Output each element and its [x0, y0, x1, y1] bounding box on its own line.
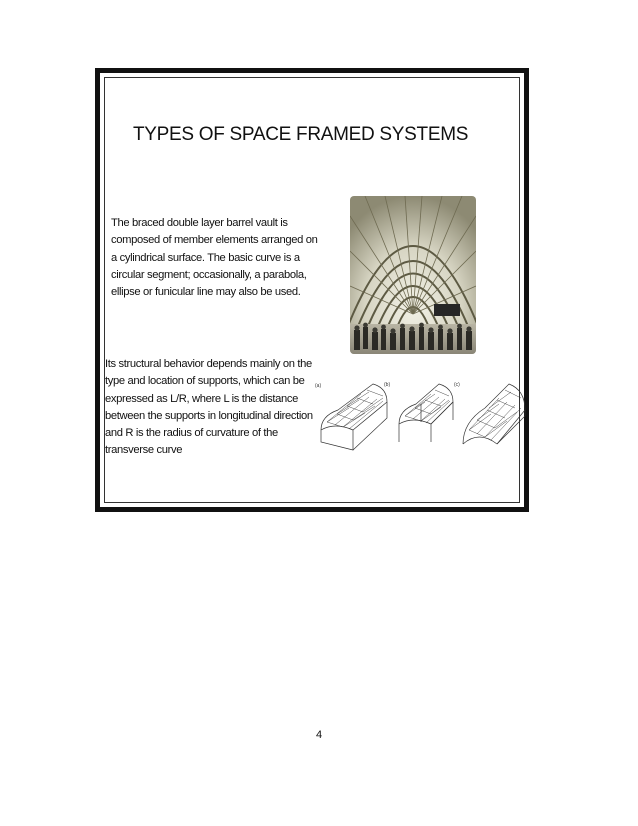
figure-label-c: (c) [454, 382, 460, 388]
paragraph-line: composed of member elements arranged on [111, 234, 318, 247]
paragraph-line: Its structural behavior depends mainly on the [105, 358, 312, 370]
paragraph-line: type and location of supports, which can be [105, 375, 305, 388]
vault-diagram-a [321, 384, 387, 450]
paragraph-structural-behavior [105, 356, 313, 460]
page-number: 4 [315, 729, 323, 741]
figure-label-a: (a) [315, 383, 322, 389]
paragraph-line: expressed as L/R, where L is the distance [105, 392, 298, 405]
vault-diagram-c [463, 384, 525, 444]
paragraph-line: a cylindrical surface. The basic curve is a [111, 251, 300, 264]
vault-diagram-b [399, 384, 453, 442]
slide-title: TYPES OF SPACE FRAMED SYSTEMS [133, 124, 469, 145]
paragraph-barrel-vault [111, 215, 318, 301]
figure-label-b: (b) [384, 382, 391, 388]
paragraph-line: between the supports in longitudinal direction [105, 409, 313, 422]
paragraph-line: circular segment; occasionally, a parabola, [111, 268, 307, 281]
barrel-vault-photo [350, 196, 476, 354]
paragraph-line: The braced double layer barrel vault is [111, 217, 288, 229]
paragraph-line: transverse curve [105, 444, 183, 457]
paragraph-line: ellipse or funicular line may also be used. [111, 286, 301, 299]
barrel-vault-diagrams [313, 378, 528, 460]
paragraph-line: and R is the radius of curvature of the [105, 427, 278, 440]
